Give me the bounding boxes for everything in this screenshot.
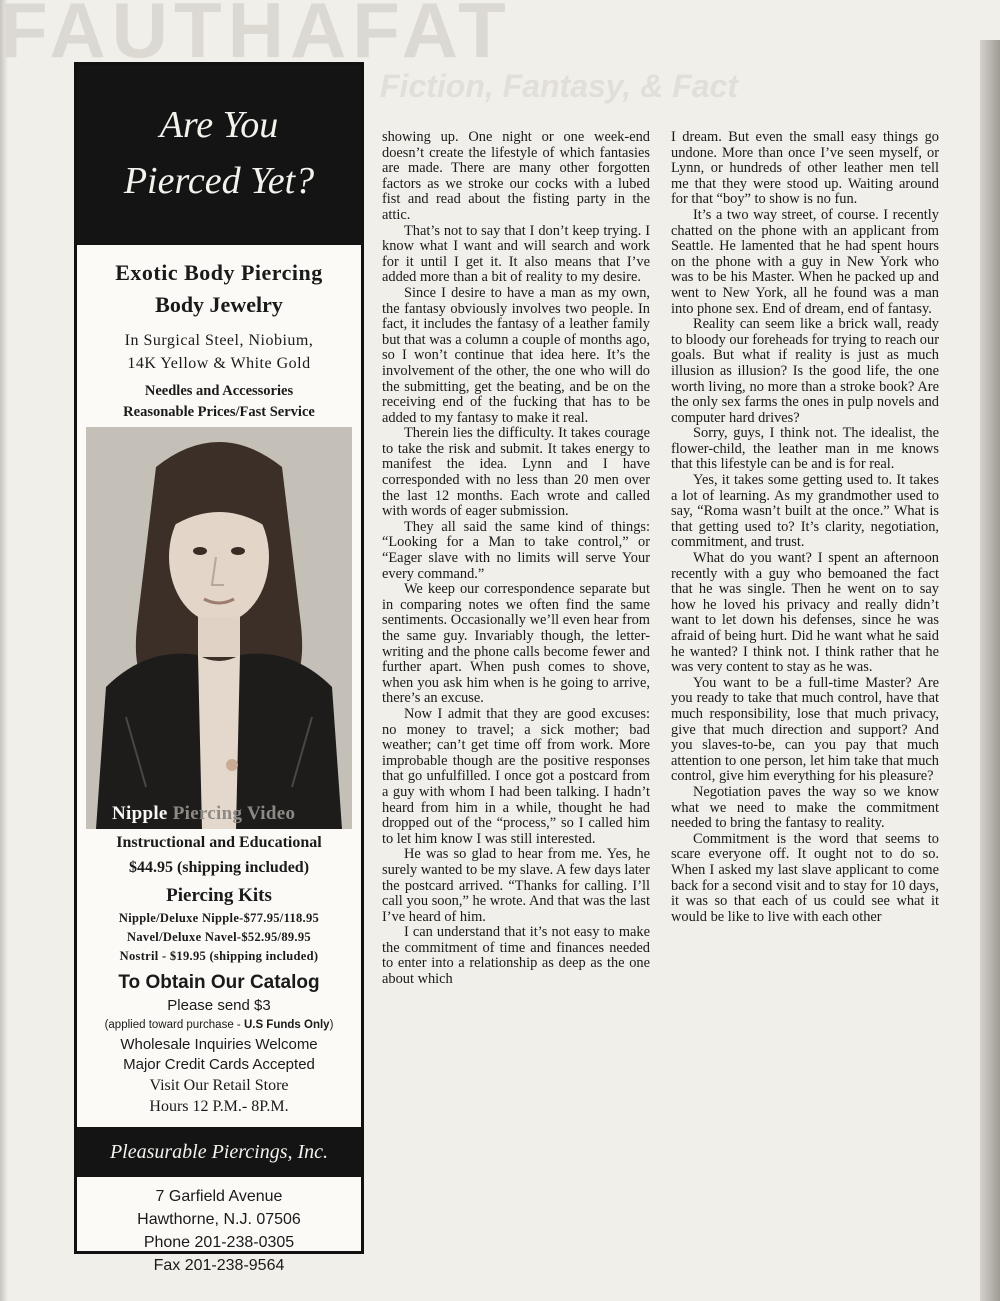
- ad-body: [77, 257, 361, 1277]
- page-gutter-shadow: [0, 0, 8, 1301]
- ad-video-desc: Instructional and Educational: [116, 834, 322, 851]
- paragraph: What do you want? I spent an afternoon recently with a guy who bemoaned the fact that he was single. Then he went on to say how he loved his privacy and really didn’t want to let down his defenses, since he was afraid of being hurt. Did he want what he said he wanted? I think not. I think rather that he was very content to stay as he was.: [671, 550, 939, 676]
- ad-catalog-note-end: ): [329, 1019, 334, 1031]
- paragraph: Yes, it takes some getting used to. It takes a lot of learning. As my grandmother used to say, “Roma wasn’t built at the once.” What is that getting used to? It’s clarity, negotiation, commitment, and trust.: [671, 472, 939, 551]
- ad-metals-1: In Surgical Steel, Niobium,: [124, 332, 314, 349]
- ad-visit-store: Visit Our Retail Store: [149, 1077, 289, 1094]
- paragraph: Since I desire to have a man as my own, the fantasy obviously involves two people. In fact, it includes the fantasy of a leather family but that was a column a couple of months ago, so I won’t continue that idea here. It’s the involvement of the other, the one who will do the submitting, get the beating, and be on the receiving end of the fucking that has to be added to my fantasy to make it real.: [382, 284, 650, 426]
- paragraph: Negotiation paves the way so we know what we need to make the commitment needed to bring the fantasy to reality.: [671, 783, 939, 832]
- ad-kit-nipple: Nipple/Deluxe Nipple-$77.95/118.95: [118, 911, 320, 925]
- ad-kits-title: Piercing Kits: [166, 885, 272, 906]
- paragraph: That’s not to say that I don’t keep trying. I know what I want and will search and work for it until I get it. It also means that I’ve added more than a bit of reality to my desire.: [382, 222, 650, 286]
- paragraph: showing up. One night or one week-end doesn’t create the lifestyle of which fantasies are made. There are many other forgotten factors as we stroke our cocks with a lubed fist and read about the fisting party in the attic.: [382, 129, 650, 223]
- ad-catalog-note-text: (applied toward purchase -: [104, 1019, 244, 1031]
- ad-kit-navel: Navel/Deluxe Navel-$52.95/89.95: [127, 930, 311, 944]
- model-portrait-illustration: [86, 427, 352, 829]
- ad-address-1: 7 Garfield Avenue: [155, 1188, 283, 1205]
- ad-catalog-note-bold: U.S Funds Only: [243, 1019, 330, 1031]
- paragraph: I can understand that it’s not easy to make the commitment of time and finances needed to enter into a relationship as deep as the one about which: [382, 924, 650, 988]
- faded-header: FAUTHAFAT: [0, 0, 512, 60]
- ad-fax: Fax 201-238-9564: [153, 1257, 285, 1274]
- faded-subheader: Fiction, Fantasy, & Fact: [380, 68, 738, 104]
- paragraph: Now I admit that they are good excuses: no money to travel; a sick mother; bad weather; can’t get time off from work. More improbable though are the positive responses that go unfulfilled. I once got a postcard from a guy with whom I had been talking. I hadn’t heard from him in a while, thought he had dropped out of the “process,” so I called him to let him know I was still interested.: [382, 705, 650, 847]
- ad-video-price: $44.95 (shipping included): [128, 859, 310, 876]
- article-column-2: [671, 130, 939, 925]
- ad-needles: Needles and Accessories: [144, 383, 294, 399]
- ad-title-1: Exotic Body Piercing: [115, 260, 323, 285]
- ad-kit-nostril: Nostril - $19.95 (shipping included): [119, 949, 319, 963]
- paragraph: He was so glad to hear from me. Yes, he surely wanted to be my slave. A few days later the postcard arrived. “Thanks for calling. I’ll call you soon,” he wrote. And that was the last I’ve heard of him.: [382, 846, 650, 925]
- paragraph: I dream. But even the small easy things go undone. More than once I’ve seen myself, or Lynn, or hundreds of other leather men tell me that they were stood up. Waiting around for that “boy” to show is no fun.: [671, 129, 939, 208]
- page-edge-shadow: [980, 40, 1000, 1301]
- ad-catalog-note: [77, 1016, 361, 1035]
- ad-catalog-title: To Obtain Our Catalog: [118, 972, 320, 993]
- paragraph: Sorry, guys, I think not. The idealist, the flower-child, the leather man in me knows that this lifestyle can be and is for real.: [671, 425, 939, 473]
- paragraph: Reality can seem like a brick wall, ready to bloody our foreheads for trying to reach our goals. But what if reality is just as much illusion as illusion? Is the good life, the one worth living, no more than a stroke book? Are the only sex farms the ones in pulp novels and computer hard drives?: [671, 316, 939, 426]
- ad-phone: Phone 201-238-0305: [143, 1234, 295, 1251]
- ad-prices: Reasonable Prices/Fast Service: [123, 404, 315, 420]
- ad-photo: [86, 427, 352, 829]
- ad-catalog-send: Please send $3: [167, 997, 271, 1014]
- article-column-1: [382, 130, 650, 988]
- piercing-advertisement: [74, 62, 364, 1274]
- ad-wholesale: Wholesale Inquiries Welcome: [120, 1036, 318, 1053]
- ad-company-banner: Pleasurable Piercings, Inc.: [77, 1127, 361, 1177]
- paragraph: You want to be a full-time Master? Are you ready to take that much control, have that much responsibility, lose that much privacy, give that much direction and support? And you slaves-to-be, can you pay that much attention to one person, let him take that much control, give him everything for his pleasure?: [671, 674, 939, 785]
- paragraph: Commitment is the word that seems to scare everyone off. It ought not to do so. When I asked my last slave applicant to come back for a second visit and to stay for 10 days, it was so that each of us could see what it would be like to live with each other: [671, 830, 939, 925]
- photo-caption: [112, 803, 295, 825]
- ad-headline: [77, 65, 361, 245]
- ad-credit: Major Credit Cards Accepted: [123, 1056, 315, 1073]
- paragraph: Therein lies the difficulty. It takes courage to take the risk and submit. It takes energy to manifest the idea. Lynn and I have corresponded with no less than 20 men over the last 12 months. Each wrote and called with words of eager submission.: [382, 425, 650, 520]
- ad-address-2: Hawthorne, N.J. 07506: [137, 1211, 301, 1228]
- paragraph: We keep our correspondence separate but in comparing notes we often find the same sentiments. Occasionally we’ll even hear from the same guy. Invariably though, the letter-writing and the phone calls become fewer and further apart. When push comes to shove, when you ask him when is he going to arrive, there’s an excuse.: [382, 581, 650, 707]
- photo-caption-bright: Nipple: [112, 803, 173, 824]
- ad-headline-line-1: Are You: [159, 104, 279, 146]
- ad-hours: Hours 12 P.M.- 8P.M.: [149, 1098, 289, 1115]
- paragraph: It’s a two way street, of course. I recently chatted on the phone with an applicant from Seattle. He lamented that he had spent hours on the phone with a guy in New York who was to be his Master. When he packed up and went to New York, all he found was a man into phone sex. End of dream, end of fantasy.: [671, 206, 939, 317]
- photo-caption-faded: Piercing Video: [172, 803, 296, 824]
- paragraph: They all said the same kind of things: “Looking for a Man to take control,” or “Eager slave with no limits will serve Your every command.”: [382, 518, 650, 582]
- ad-headline-line-2: Pierced Yet?: [123, 160, 315, 202]
- ad-title-2: Body Jewelry: [155, 292, 283, 317]
- ad-metals-2: 14K Yellow & White Gold: [127, 355, 311, 372]
